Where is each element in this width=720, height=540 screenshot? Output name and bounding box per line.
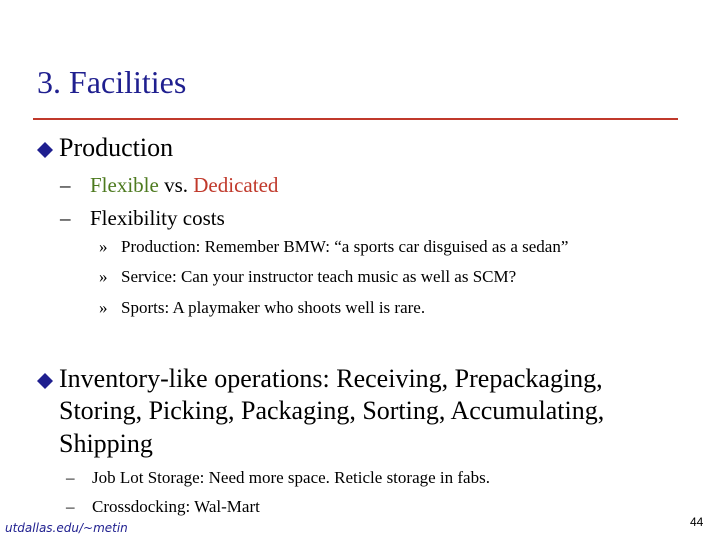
text-vs: vs. — [158, 173, 194, 197]
diamond-bullet-icon — [37, 142, 53, 158]
sub-bullet-job-lot — [66, 467, 490, 489]
footer-url: utdallas.edu/~metin — [5, 521, 128, 535]
bullet-production: Production — [59, 133, 174, 162]
example-text: Sports: A playmaker who shoots well is rare. — [121, 298, 426, 317]
dash-marker: – — [60, 206, 71, 230]
chevron-marker: » — [99, 267, 108, 286]
sub-text: Crossdocking: Wal-Mart — [92, 497, 260, 516]
example-text: Production: Remember BMW: “a sports car disguised as a sedan” — [121, 237, 569, 256]
example-sports — [99, 297, 425, 319]
title-underline — [33, 118, 678, 120]
slide-title: 3. Facilities — [37, 64, 187, 100]
text-flexible: Flexible — [90, 173, 159, 197]
dash-marker: – — [66, 468, 75, 487]
dash-marker: – — [66, 497, 75, 516]
sub-bullet-flexibility-costs — [60, 205, 225, 231]
sub-bullet-crossdocking — [66, 496, 260, 518]
page-number: 44 — [690, 515, 704, 529]
bullet-inventory-line-3: Shipping — [59, 429, 153, 458]
bullet-inventory-line-2: Storing, Picking, Packaging, Sorting, Accumulating, — [59, 396, 605, 425]
sub-text: Job Lot Storage: Need more space. Reticle storage in fabs. — [92, 468, 490, 487]
example-text: Service: Can your instructor teach music as well as SCM? — [121, 267, 517, 286]
chevron-marker: » — [99, 237, 108, 256]
text-flexibility-costs: Flexibility costs — [90, 206, 225, 230]
bullet-inventory-line-1: Inventory-like operations: Receiving, Prepackaging, — [59, 364, 603, 393]
text-dedicated: Dedicated — [193, 173, 279, 197]
dash-marker: – — [60, 173, 71, 197]
diamond-bullet-icon — [37, 373, 53, 389]
sub-bullet-flexible-dedicated — [60, 172, 278, 198]
chevron-marker: » — [99, 298, 108, 317]
example-service — [99, 266, 516, 288]
example-production — [99, 236, 568, 258]
